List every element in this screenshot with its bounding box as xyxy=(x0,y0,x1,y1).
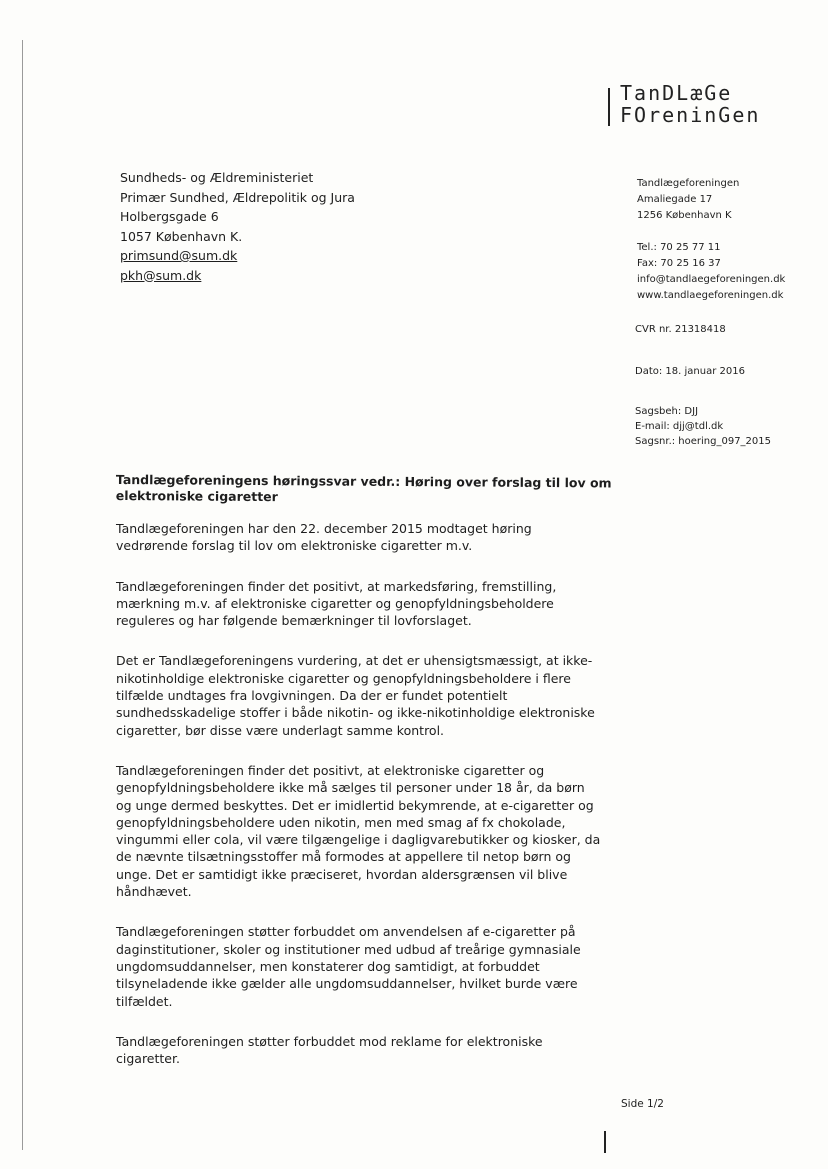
bottom-margin-tick xyxy=(604,1131,606,1153)
logo-line-1: TanDLæGe xyxy=(620,81,733,105)
sender-phone: Tel.: 70 25 77 11 xyxy=(637,242,721,253)
sender-line: Tandlægeforeningen xyxy=(637,178,740,189)
case-info xyxy=(635,404,771,449)
sender-fax: Fax: 70 25 16 37 xyxy=(637,258,721,269)
body-paragraph: Tandlægeforeningen støtter forbuddet mod reklame for elektroniske cigaretter. xyxy=(116,1033,543,1067)
body-paragraph: Tandlægeforeningen finder det positivt, at markedsføring, fremstilling, mærkning m.v. af elektroniske cigaretter og genopfyldningsbeholdere reguleres og har følgende bemærkninger til lovforslaget. xyxy=(116,578,557,629)
recipient-email[interactable]: pkh@sum.dk xyxy=(120,267,202,283)
sender-email: info@tandlaegeforeningen.dk xyxy=(637,274,786,285)
recipient-address xyxy=(120,168,355,285)
logo-bar xyxy=(608,88,610,126)
recipient-line: Sundheds- og Ældreministeriet xyxy=(120,170,314,185)
body-paragraph: Det er Tandlægeforeningens vurdering, at det er uhensigtsmæssigt, at ikke-nikotinholdige elektroniske cigaretter og genopfyldningsbeholdere i flere tilfælde undtages fra lovgivningen. Da der er fundet potentielt sundhedsskadelige stoffer i både nikotin- og ikke-nikotinholdige elektroniske cigaretter, bør disse være underlagt samme kontrol. xyxy=(116,653,595,738)
recipient-line: Holbergsgade 6 xyxy=(120,209,219,224)
sender-line: Amaliegade 17 xyxy=(637,194,713,205)
letter-subject: Tandlægeforeningens høringssvar vedr.: Høring over forslag til lov om elektroniske cigaretter xyxy=(115,472,612,505)
cvr-number xyxy=(635,322,726,337)
letter-body xyxy=(116,520,604,1090)
sender-address xyxy=(637,176,785,304)
sender-line: 1256 København K xyxy=(637,210,732,221)
case-email: E-mail: djj@tdl.dk xyxy=(635,421,724,432)
recipient-line: 1057 København K. xyxy=(120,228,243,244)
body-paragraph: Tandlægeforeningen finder det positivt, at elektroniske cigaretter og genopfyldningsbeholdere ikke må sælges til personer under 18 år, da børn og unge dermed beskyttes. Det er imidlertid bekymrende, at e-cigaretter og genopfyldningsbeholdere uden nikotin, men med smag af fx chokolade, vingummi eller cola, vil være tilgængelige i dagligvarebutikker og kiosker, da de nævnte tilsætningsstoffer må formodes at appellere til netop børn og unge. Det er samtidigt ikke præciseret, hvordan aldersgrænsen vil blive håndhævet. xyxy=(116,762,601,900)
sender-spacer xyxy=(637,224,785,240)
case-handler: Sagsbeh: DJJ xyxy=(635,406,699,417)
recipient-line: Primær Sundhed, Ældrepolitik og Jura xyxy=(120,189,355,205)
case-number: Sagsnr.: hoering_097_2015 xyxy=(635,436,772,447)
letter-date xyxy=(635,364,745,379)
recipient-email[interactable]: primsund@sum.dk xyxy=(120,248,238,263)
logo-line-2: FOreninGen xyxy=(620,103,761,127)
body-paragraph: Tandlægeforeningen støtter forbuddet om anvendelsen af e-cigaretter på daginstitutioner, skoler og institutioner med udbud af treårige gymnasiale ungdomsuddannelser, men konstaterer dog samtidigt, at forbuddet tilsyneladende ikke gælder alle ungdomsuddannelser, hvilket burde være tilfældet. xyxy=(116,924,581,1009)
date-text: Dato: 18. januar 2016 xyxy=(635,366,745,377)
page-number: Side 1/2 xyxy=(621,1098,664,1110)
sender-website: www.tandlaegeforeningen.dk xyxy=(637,290,784,301)
cvr-text: CVR nr. 21318418 xyxy=(635,324,726,335)
body-paragraph: Tandlægeforeningen har den 22. december 2015 modtaget høring vedrørende forslag til lov om elektroniske cigaretter m.v. xyxy=(116,521,532,554)
left-margin-line xyxy=(22,40,23,1150)
logo-wordmark xyxy=(620,82,760,126)
